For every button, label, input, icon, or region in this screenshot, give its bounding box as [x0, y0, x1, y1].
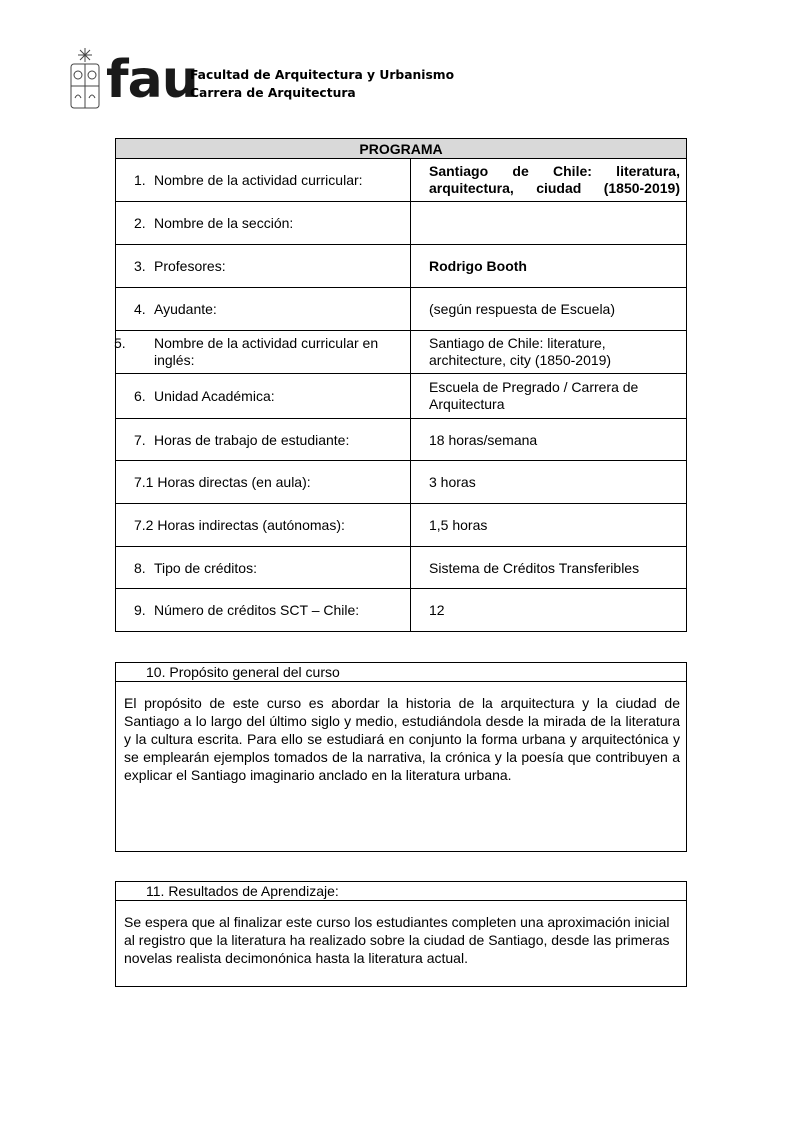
- row-label: 7. Horas de trabajo de estudiante:: [116, 419, 411, 461]
- row-label: 9. Número de créditos SCT – Chile:: [116, 589, 411, 632]
- proposito-section: [115, 662, 687, 852]
- table-row: [116, 589, 687, 632]
- faculty-name: Facultad de Arquitectura y Urbanismo: [190, 68, 455, 82]
- row-value: 3 horas: [411, 461, 687, 504]
- row-value: 18 horas/semana: [411, 419, 687, 461]
- table-row: [116, 288, 687, 331]
- table-row: [116, 547, 687, 589]
- row-label: 7.2 Horas indirectas (autónomas):: [116, 504, 411, 547]
- table-row: [116, 159, 687, 202]
- row-label: 6. Unidad Académica:: [116, 374, 411, 419]
- page-header: [68, 46, 488, 112]
- row-value: Sistema de Créditos Transferibles: [411, 547, 687, 589]
- row-label: 7.1 Horas directas (en aula):: [116, 461, 411, 504]
- header-titles: [190, 66, 454, 102]
- row-value: (según respuesta de Escuela): [411, 288, 687, 331]
- row-value: 1,5 horas: [411, 504, 687, 547]
- row-value: [411, 202, 687, 245]
- row-label: 2. Nombre de la sección:: [116, 202, 411, 245]
- table-row: [116, 245, 687, 288]
- programa-table: [115, 138, 687, 632]
- resultados-heading: 11. Resultados de Aprendizaje:: [116, 882, 686, 901]
- row-label: 8. Tipo de créditos:: [116, 547, 411, 589]
- row-value: Escuela de Pregrado / Carrera de Arquitectura: [411, 374, 687, 419]
- programa-title: PROGRAMA: [116, 139, 687, 159]
- programa-header-row: [116, 139, 687, 159]
- table-row: [116, 202, 687, 245]
- row-value: Santiago de Chile: literatura, arquitectura, ciudad (1850-2019): [411, 159, 687, 202]
- row-value: Rodrigo Booth: [411, 245, 687, 288]
- table-row: [116, 461, 687, 504]
- row-value: Santiago de Chile: literature, architecture, city (1850-2019): [411, 331, 687, 374]
- row-value: 12: [411, 589, 687, 632]
- career-name: Carrera de Arquitectura: [190, 86, 356, 100]
- fau-logo: fau: [106, 50, 198, 110]
- row-label: 3. Profesores:: [116, 245, 411, 288]
- university-seal-icon: [68, 46, 102, 112]
- table-row: [116, 504, 687, 547]
- row-label: 1. Nombre de la actividad curricular:: [116, 159, 411, 202]
- row-label: 5. Nombre de la actividad curricular en inglés:: [116, 331, 411, 374]
- resultados-body: Se espera que al finalizar este curso los estudiantes completen una aproximación inicial al registro que la literatura ha realizado sobre la ciudad de Santiago, desde las primeras novelas realista decimonónica hasta la literatura actual.: [124, 914, 670, 966]
- resultados-section: [115, 881, 687, 987]
- row-label: 4. Ayudante:: [116, 288, 411, 331]
- table-row: [116, 419, 687, 461]
- proposito-heading: 10. Propósito general del curso: [116, 663, 686, 682]
- table-row: [116, 374, 687, 419]
- table-row: [116, 331, 687, 374]
- proposito-body: El propósito de este curso es abordar la historia de la arquitectura y la ciudad de Santiago a lo largo del último siglo y medio, estudiándola desde la mirada de la literatura y la cultura escrita. Para ello se estudiará en conjunto la forma urbana y arquitectónica y se emplearán ejemplos tomados de la narrativa, la crónica y la poesía que contribuyen a explicar el Santiago imaginario anclado en la literatura urbana.: [124, 695, 680, 783]
